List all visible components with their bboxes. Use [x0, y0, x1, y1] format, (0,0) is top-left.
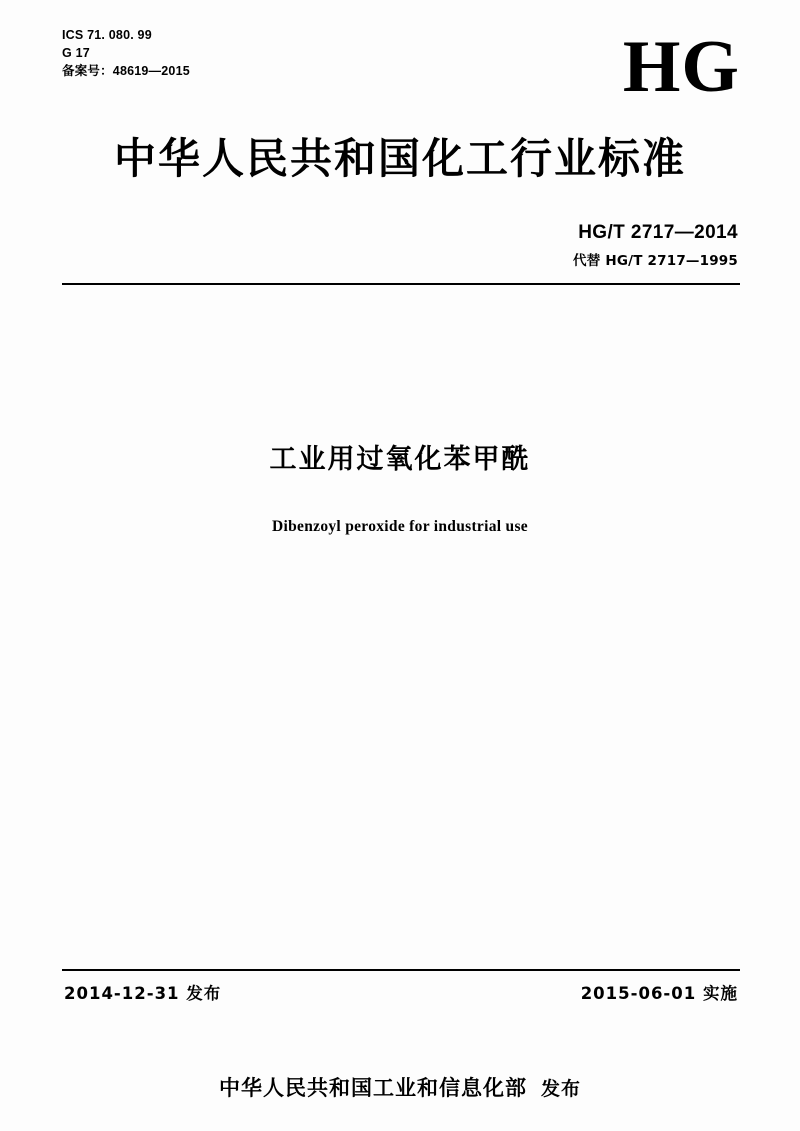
issue-date: 2014-12-31 发布 [64, 984, 222, 1003]
record-number: 备案号：48619—2015 [62, 64, 190, 78]
issuer-name: 中华人民共和国工业和信息化部 [218, 1076, 527, 1100]
replaced-standard-number: 代替 HG/T 2717—1995 [573, 253, 738, 269]
standard-number: HG/T 2717—2014 [578, 222, 738, 243]
bottom-divider [62, 969, 740, 971]
document-title-cn: 工业用过氧化苯甲酰 [269, 444, 531, 475]
effective-date: 2015-06-01 实施 [580, 984, 738, 1003]
header-metadata-block [62, 26, 190, 80]
document-title-en: Dibenzoyl peroxide for industrial use [272, 518, 528, 535]
ics-code: ICS 71. 080. 99 [62, 28, 152, 42]
classification-code: G 17 [62, 46, 90, 60]
issuer-line [0, 1072, 800, 1102]
top-divider [62, 283, 740, 285]
issuing-organization-title: 中华人民共和国化工行业标准 [113, 134, 686, 183]
hg-logo: HG [622, 26, 740, 108]
issuer-verb: 发布 [540, 1078, 581, 1100]
